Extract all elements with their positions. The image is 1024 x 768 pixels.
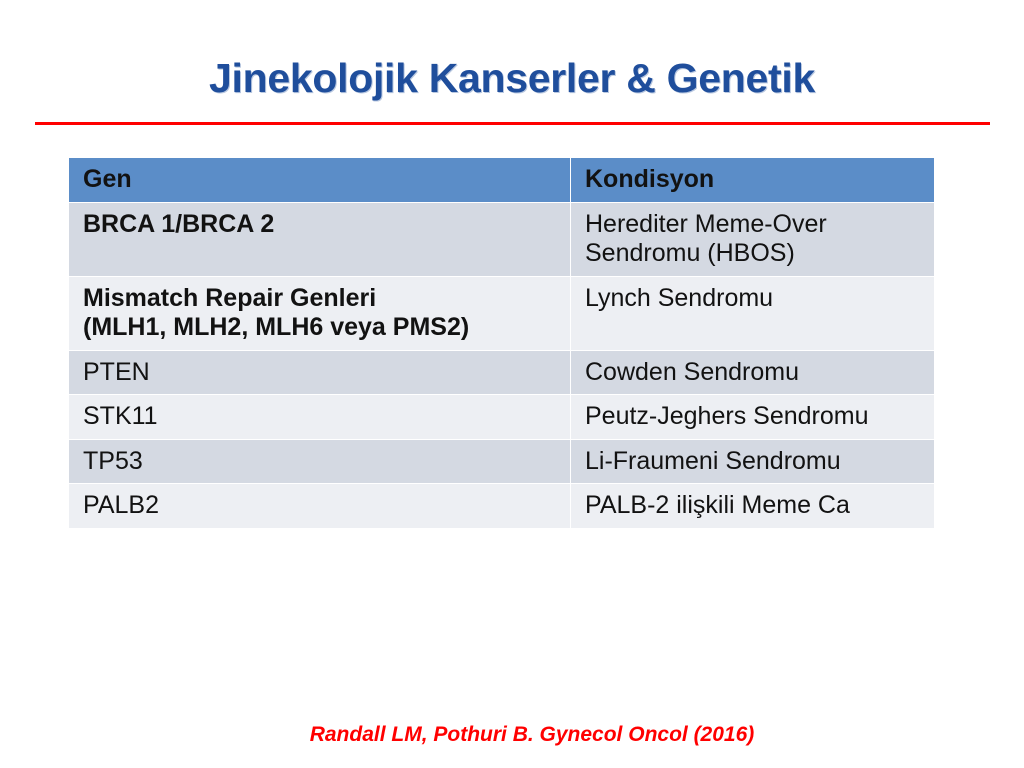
table-row	[69, 439, 935, 484]
cell-kondisyon: Herediter Meme-Over Sendromu (HBOS)	[571, 202, 935, 276]
column-header-kondisyon: Kondisyon	[571, 158, 935, 203]
page-title: Jinekolojik Kanserler & Genetik	[209, 55, 815, 101]
cell-gen: BRCA 1/BRCA 2	[69, 202, 571, 276]
table-row	[69, 395, 935, 440]
cell-gen: TP53	[69, 439, 571, 484]
cell-gen: PTEN	[69, 350, 571, 395]
cell-kondisyon: Cowden Sendromu	[571, 350, 935, 395]
cell-kondisyon: Peutz-Jeghers Sendromu	[571, 395, 935, 440]
table-row	[69, 350, 935, 395]
gene-condition-table	[68, 157, 935, 529]
column-header-gen: Gen	[69, 158, 571, 203]
cell-kondisyon: PALB-2 ilişkili Meme Ca	[571, 484, 935, 529]
table-header-row	[69, 158, 935, 203]
table-row	[69, 202, 935, 276]
cell-kondisyon: Lynch Sendromu	[571, 276, 935, 350]
citation-text: Randall LM, Pothuri B. Gynecol Oncol (2016)	[309, 723, 755, 746]
cell-gen: STK11	[69, 395, 571, 440]
table-row	[69, 484, 935, 529]
table-body	[69, 202, 935, 528]
cell-gen: Mismatch Repair Genleri (MLH1, MLH2, MLH6 veya PMS2)	[69, 276, 571, 350]
table-row	[69, 276, 935, 350]
title-divider	[35, 122, 990, 125]
cell-kondisyon: Li-Fraumeni Sendromu	[571, 439, 935, 484]
cell-gen: PALB2	[69, 484, 571, 529]
